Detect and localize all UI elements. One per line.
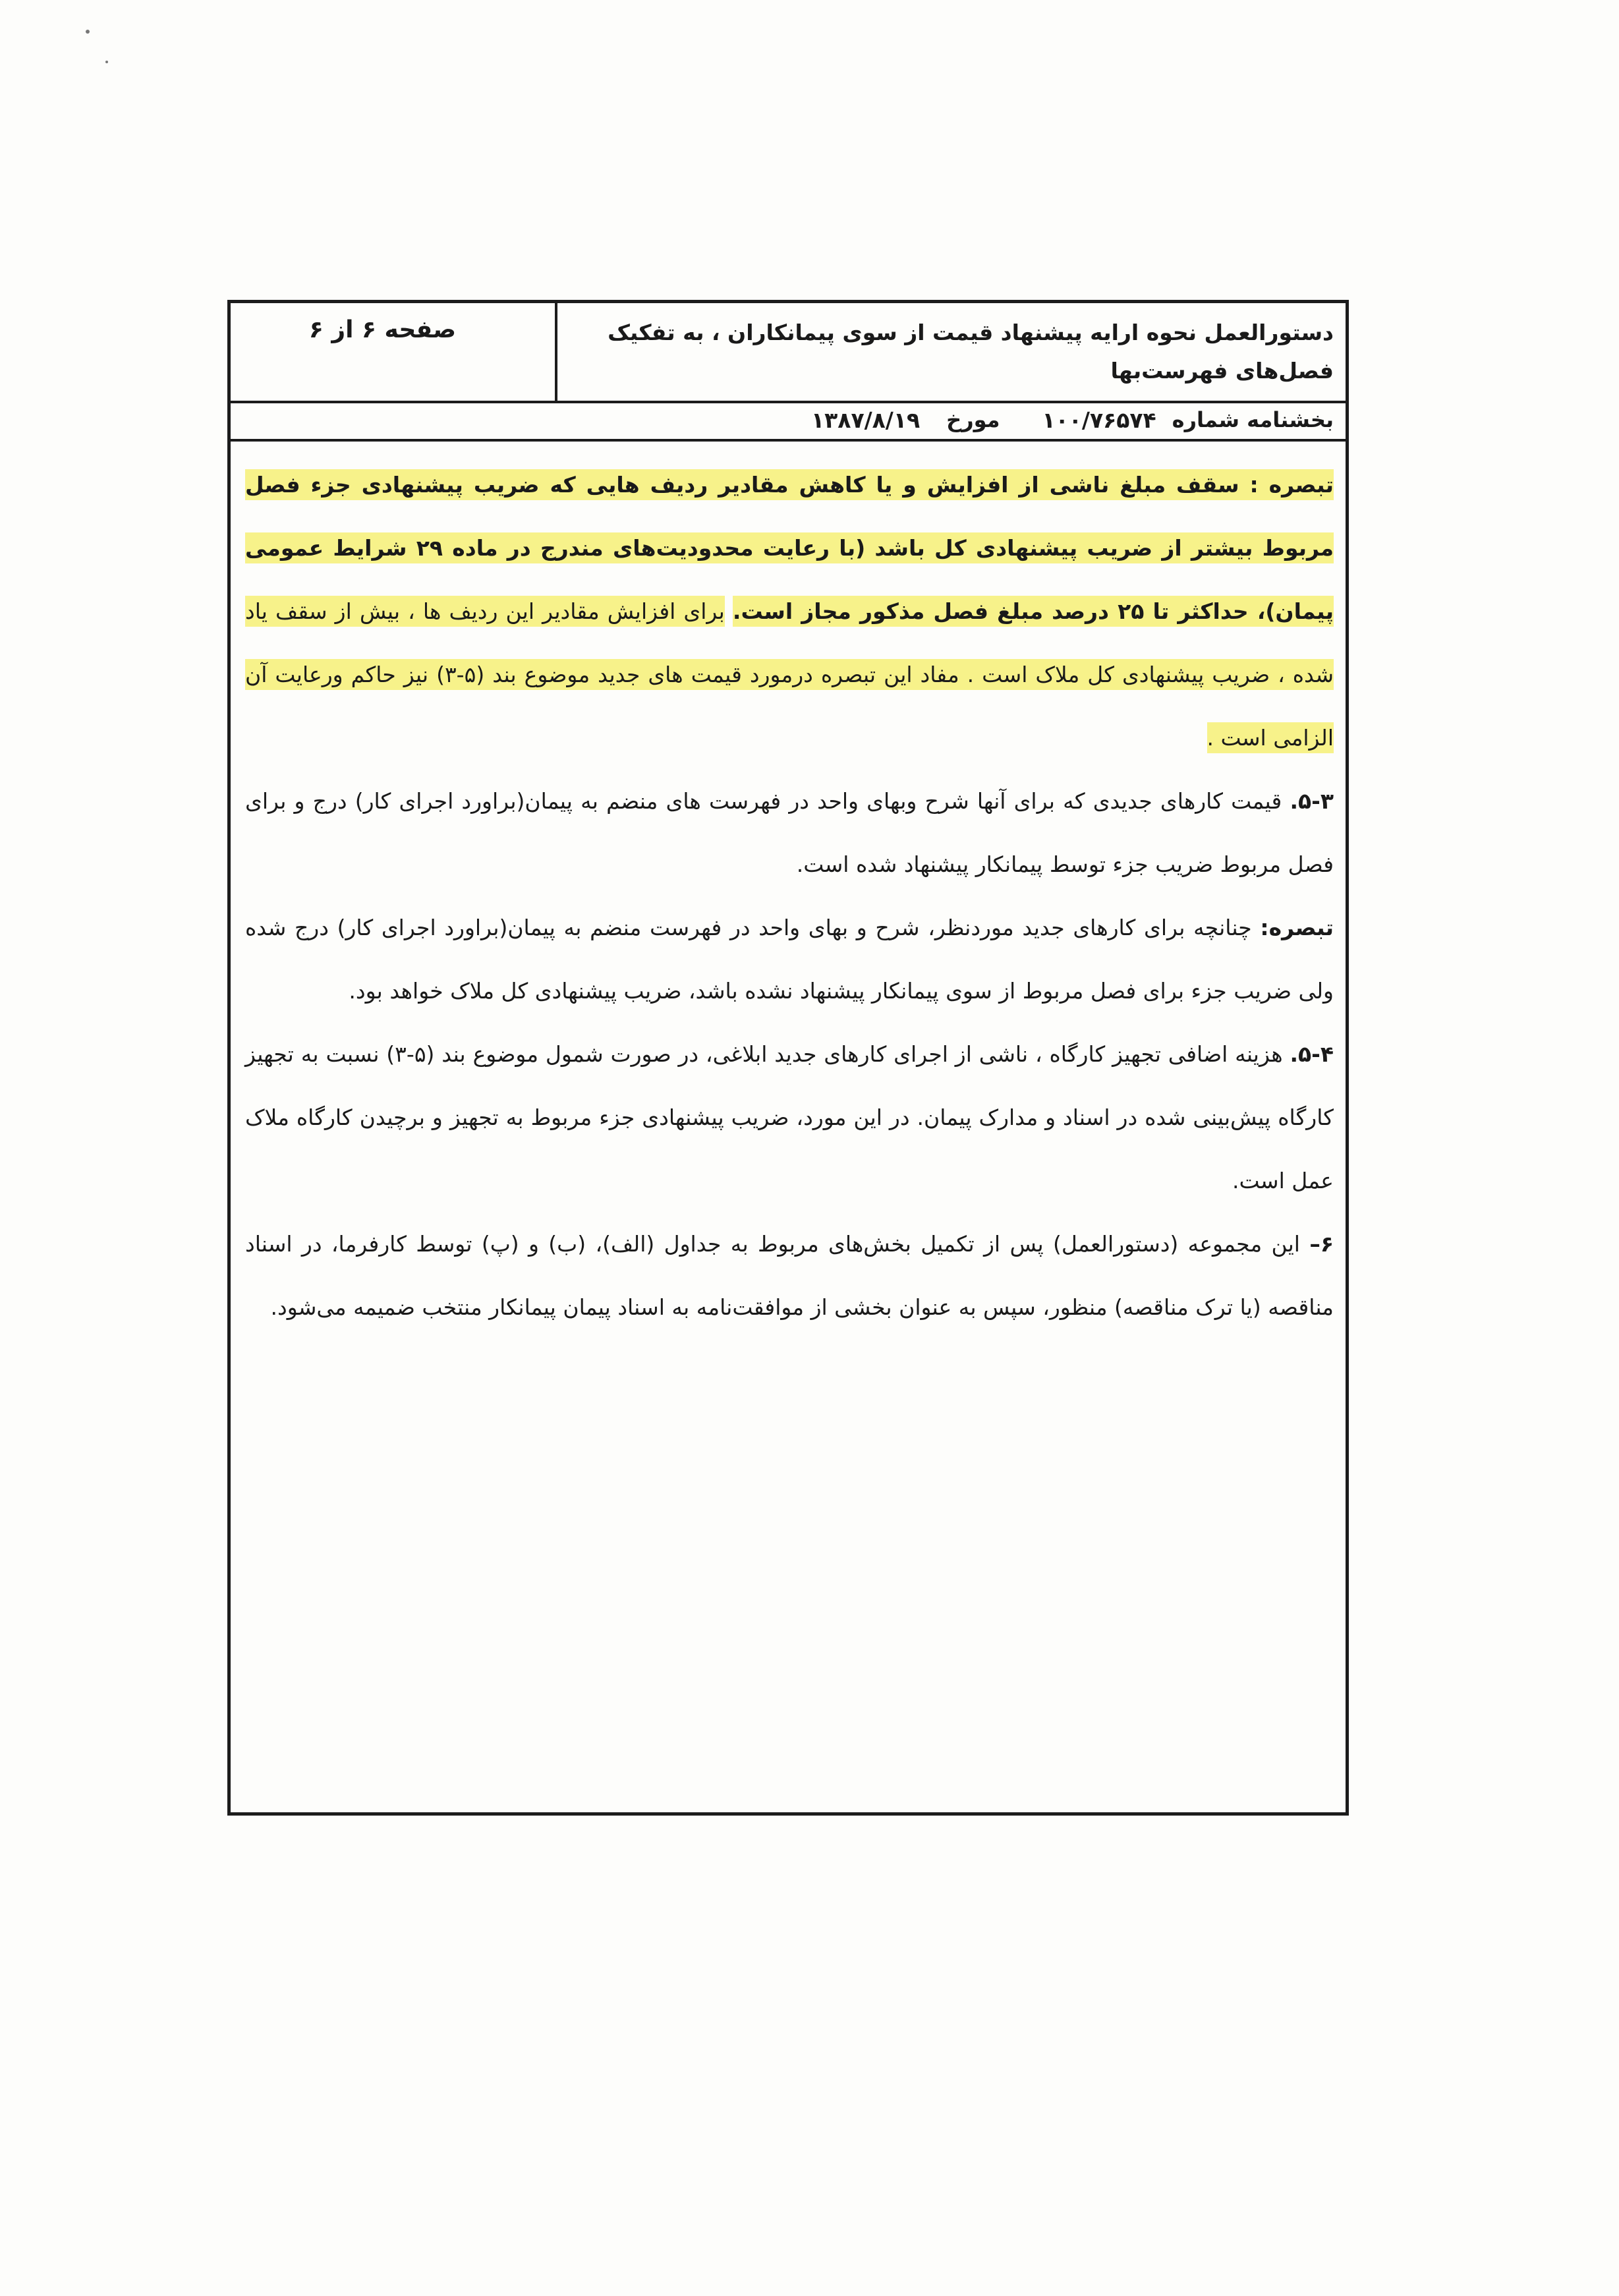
item-5-3-text: قیمت کارهای جدیدی که برای آنها شرح وبهای واحد در فهرست های منضم به پیمان(براورد اجرای کار) درج و برای فصل مربوط ضریب جزء توسط پیمانکار پیشنهاد شده است.	[245, 788, 1334, 877]
item-6-number: ۶–	[1309, 1231, 1334, 1257]
highlighted-note-lead: تبصره : سقف مبلغ ناشی از افزایش و یا کاهش مقادیر ردیف هایی که ضریب پیشنهادی جزء فصل مربوط بیشتر از ضریب پیشنهادی کل باشد (با رعایت محدودیت‌های مندرج در ماده ۲۹ شرایط عمومی پیمان)، حداکثر تا ۲۵ درصد مبلغ فصل مذکور مجاز است.	[245, 469, 1334, 627]
circular-date: ۱۳۸۷/۸/۱۹	[811, 407, 921, 433]
document-body	[245, 453, 1334, 1339]
item-5-4	[245, 1023, 1334, 1213]
scan-speck	[105, 61, 108, 63]
item-5-3	[245, 770, 1334, 896]
item-6	[245, 1213, 1334, 1339]
page-number: صفحه ۶ از ۶	[308, 316, 456, 343]
highlighted-note-rest: برای افزایش مقادیر این ردیف ها ، بیش از سقف یاد شده ، ضریب پیشنهادی کل ملاک است . مفاد این تبصره درمورد قیمت های جدید موضوع بند (۵-۳) نیز حاکم ورعایت آن الزامی است .	[245, 596, 1334, 753]
item-5-3-number: ۵-۳.	[1290, 788, 1334, 814]
note-new-works-label: تبصره:	[1260, 915, 1334, 940]
circular-reference	[231, 401, 1346, 442]
item-5-4-number: ۵-۴.	[1290, 1041, 1334, 1067]
circular-label: بخشنامه شماره	[1172, 407, 1334, 432]
scan-speck	[86, 30, 90, 34]
header-row	[231, 303, 1346, 403]
circular-date-label: مورخ	[946, 407, 1000, 432]
item-5-4-text: هزینه اضافی تجهیز کارگاه ، ناشی از اجرای کارهای جدید ابلاغی، در صورت شمول موضوع بند (۵-۳) نسبت به تجهیز کارگاه پیش‌بینی شده در اسناد و مدارک پیمان. در این مورد، ضریب پیشنهادی جزء مربوط به تجهیز و برچیدن کارگاه ملاک عمل است.	[245, 1041, 1334, 1193]
circular-number: ۱۰۰/۷۶۵۷۴	[1042, 407, 1156, 433]
document-title: دستورالعمل نحوه ارایه پیشنهاد قیمت از سوی پیمانکاران ، به تفکیک فصل‌های فهرست‌بها	[555, 303, 1346, 401]
item-6-text: این مجموعه (دستورالعمل) پس از تکمیل بخش‌های مربوط به جداول (الف)، (ب) و (پ) توسط کارفرما، در اسناد مناقصه (یا ترک مناقصه) منظور، سپس به عنوان بخشی از موافقت‌نامه به اسناد پیمان پیمانکار منتخب ضمیمه می‌شود.	[245, 1231, 1334, 1320]
document-frame	[227, 300, 1349, 1816]
note-ceiling	[245, 453, 1334, 770]
note-new-works	[245, 896, 1334, 1023]
note-new-works-text: چنانچه برای کارهای جدید موردنظر، شرح و بهای واحد در فهرست منضم به پیمان(براورد اجرای کار) درج شده ولی ضریب جزء برای فصل مربوط از سوی پیمانکار پیشنهاد نشده باشد، ضریب پیشنهادی کل ملاک خواهد بود.	[245, 915, 1334, 1004]
